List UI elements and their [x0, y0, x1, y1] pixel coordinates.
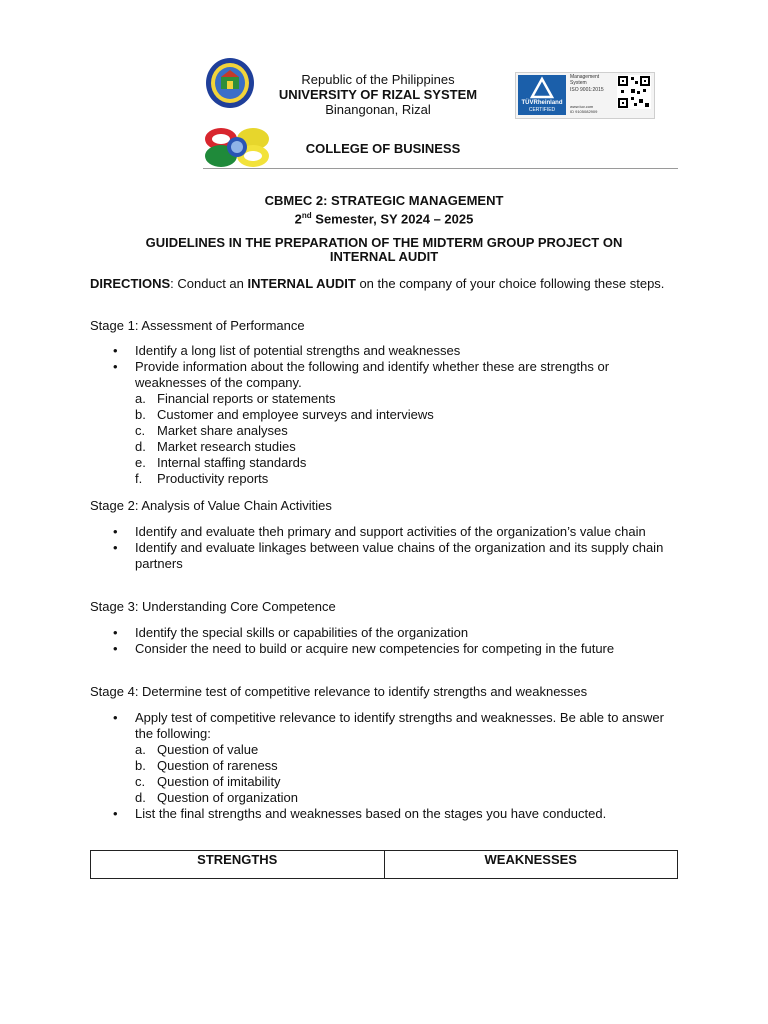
sub-list-item: d. Question of organization [135, 790, 298, 805]
list-item: • Identify the special skills or capabilities of the organization [113, 625, 673, 641]
tuv-certified: CERTIFIED [528, 107, 556, 113]
tuv-brand: TÜVRheinland [521, 100, 563, 106]
stage-title: Stage 2: Analysis of Value Chain Activities [90, 498, 332, 513]
guidelines-title: GUIDELINES IN THE PREPARATION OF THE MIDTERM GROUP PROJECT ON INTERNAL AUDIT [145, 235, 623, 264]
header-university: UNIVERSITY OF RIZAL SYSTEM [278, 87, 478, 102]
sub-list-item: e. Internal staffing standards [135, 455, 307, 470]
list-item: • Provide information about the following and identify whether these are strengths or weaknesses of the company. a. Financial reports or statements b. Customer and employee surveys and interviews c. Market share analyses d. Market research studies e. Internal staffing standards f. Productivity reports [113, 359, 673, 487]
directions-paragraph: DIRECTIONS: Conduct an INTERNAL AUDIT on the company of your choice following these steps. [90, 276, 665, 291]
list-item: • Consider the need to build or acquire new competencies for competing in the future [113, 641, 673, 657]
cert-web: www.tuv.com [570, 104, 594, 109]
course-heading [90, 193, 678, 226]
stage-title: Stage 3: Understanding Core Competence [90, 599, 336, 614]
strengths-header: STRENGTHS [91, 851, 385, 879]
sub-list [135, 742, 673, 806]
sub-list-item: f. Productivity reports [135, 471, 269, 486]
stage-title: Stage 4: Determine test of competitive relevance to identify strengths and weaknesses [90, 684, 588, 699]
table-row [91, 851, 678, 879]
header-republic: Republic of the Philippines [301, 72, 455, 87]
stage-bullet-list [113, 343, 673, 487]
stage-bullet-list [113, 625, 673, 657]
sub-list-item: d. Market research studies [135, 439, 296, 454]
sub-list-item: a. Financial reports or statements [135, 391, 336, 406]
list-item: • Apply test of competitive relevance to identify strengths and weaknesses. Be able to answer the following: a. Question of value b. Question of rareness c. Question of imitability d. Question of organization [113, 710, 673, 806]
sub-list-item: a. Question of value [135, 742, 259, 757]
sub-list-item: b. Question of rareness [135, 758, 278, 773]
stage-bullet-list [113, 524, 673, 572]
qr-code-icon [617, 75, 651, 109]
weaknesses-header: WEAKNESSES [384, 851, 678, 879]
course-title: CBMEC 2: STRATEGIC MANAGEMENT [264, 193, 504, 208]
list-item: • Identify and evaluate linkages between value chains of the organization and its supply chain partners [113, 540, 673, 572]
stage-title: Stage 1: Assessment of Performance [90, 318, 305, 333]
header-campus: Binangonan, Rizal [325, 102, 431, 117]
sub-list-item: c. Question of imitability [135, 774, 281, 789]
cert-ms2: System [570, 80, 587, 86]
list-item: • List the final strengths and weaknesses based on the stages you have conducted. [113, 806, 673, 822]
cert-iso: ISO 9001:2015 [570, 87, 604, 93]
stage-bullet-list [113, 710, 673, 822]
list-item: • Identify and evaluate theh primary and support activities of the organization’s value chain [113, 524, 673, 540]
sub-list [135, 391, 673, 487]
university-seal-logo [205, 57, 255, 109]
cert-ms1: Management [570, 74, 600, 80]
certification-badge [515, 72, 655, 119]
sub-list-item: c. Market share analyses [135, 423, 288, 438]
strengths-weaknesses-table [90, 850, 678, 879]
tuv-logo-icon [518, 75, 566, 115]
college-name: COLLEGE OF BUSINESS [305, 141, 461, 156]
list-item: • Identify a long list of potential strengths and weaknesses [113, 343, 673, 359]
cert-id: ID 9105082909 [570, 109, 598, 114]
course-semester: 2nd Semester, SY 2024 – 2025 [294, 211, 474, 227]
sub-list-item: b. Customer and employee surveys and interviews [135, 407, 434, 422]
header-divider [203, 168, 678, 169]
